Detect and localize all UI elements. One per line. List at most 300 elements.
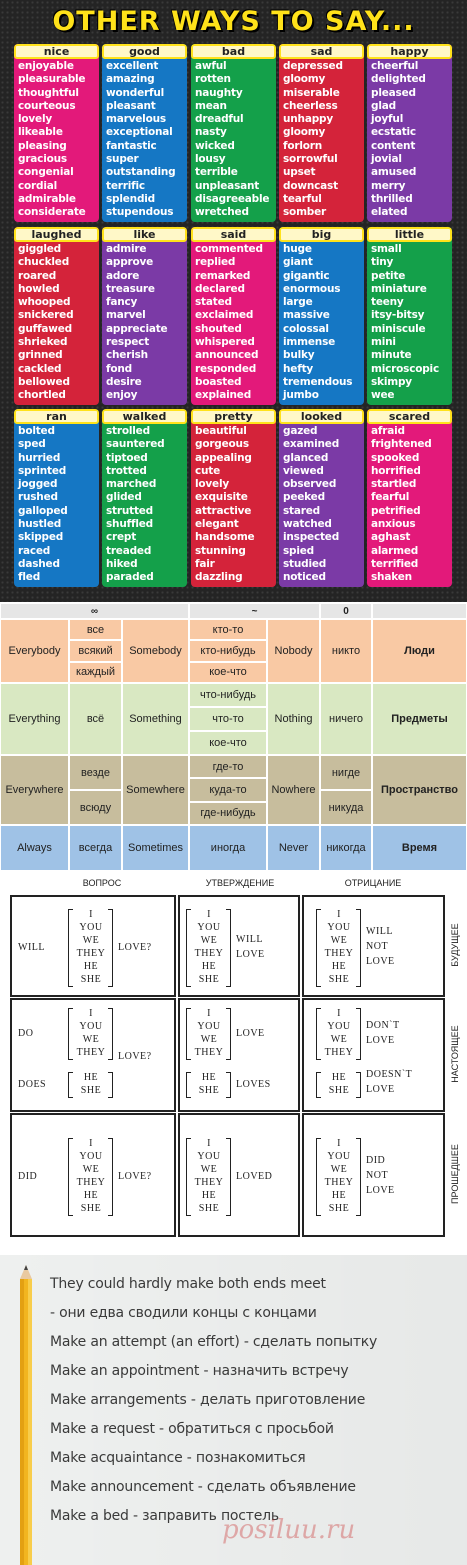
pronoun-english-some: Something <box>122 683 189 755</box>
synonym-word: rotten <box>195 73 231 86</box>
synonym-word: approve <box>106 256 154 269</box>
synonym-word: startled <box>371 478 417 491</box>
synonym-card <box>102 44 187 222</box>
synonym-word: strutted <box>106 504 153 517</box>
card-heading: nice <box>14 44 99 59</box>
synonym-word: gazed <box>283 425 318 437</box>
synonym-word: jumbo <box>283 389 319 402</box>
pronoun: I <box>207 1008 211 1019</box>
card-word-list <box>279 424 364 587</box>
synonym-word: admirable <box>18 192 76 205</box>
card-heading: bad <box>191 44 276 59</box>
synonym-word: dreadful <box>195 113 244 126</box>
pronoun-russian-some: кто-нибудь <box>189 640 267 661</box>
synonym-word: enjoy <box>106 389 138 402</box>
synonym-word: whispered <box>195 336 255 349</box>
synonym-word: glad <box>371 99 396 112</box>
synonym-card <box>279 227 364 405</box>
synonym-word: crept <box>106 531 137 544</box>
synonym-word: fled <box>18 571 41 584</box>
synonym-word: jogged <box>18 478 58 491</box>
verb-love: LOVE <box>236 1028 265 1039</box>
card-heading: ran <box>14 409 99 424</box>
synonym-word: pleasurable <box>18 73 86 86</box>
pronoun: HE <box>83 1190 99 1201</box>
synonym-word: considerate <box>18 206 86 219</box>
pronoun: I <box>337 909 341 920</box>
watermark: posiluu.ru <box>222 1515 356 1545</box>
pronoun-russian-some: кто-то <box>189 619 267 640</box>
verb-aux: DID <box>366 1155 386 1166</box>
pronoun: THEY <box>194 948 224 959</box>
card-heading: said <box>191 227 276 242</box>
card-word-list <box>191 59 276 222</box>
synonym-word: explained <box>195 389 252 402</box>
bracket <box>108 1008 113 1060</box>
bracket <box>68 909 73 987</box>
synonym-word: congenial <box>18 166 74 179</box>
bracket <box>68 1008 73 1060</box>
tense-box <box>302 998 445 1112</box>
verb-love: LOVE <box>366 1035 395 1046</box>
phrase-line: Make announcement - сделать объявление <box>50 1479 356 1495</box>
pronoun-russian-all: каждый <box>69 662 122 683</box>
synonym-word: marvelous <box>106 113 166 126</box>
pronoun-russian-all: везде <box>69 755 122 790</box>
phrase-line: Make a bed - заправить постель <box>50 1508 279 1524</box>
pronoun-russian-all: всякий <box>69 640 122 661</box>
pencil-icon <box>16 1265 36 1565</box>
synonym-word: tearful <box>283 192 322 205</box>
synonym-word: miniscule <box>371 322 426 335</box>
card-heading: good <box>102 44 187 59</box>
bracket <box>356 1072 361 1098</box>
pronoun: THEY <box>194 1047 224 1058</box>
synonym-word: chortled <box>18 389 66 402</box>
tense-side-label: НАСТОЯЩЕЕ <box>450 1025 460 1083</box>
synonym-word: raced <box>18 544 51 557</box>
card-heading: sad <box>279 44 364 59</box>
pronoun: WE <box>82 935 100 946</box>
synonym-word: disagreeable <box>195 192 270 205</box>
synonym-word: sped <box>18 438 46 451</box>
synonym-word: forlorn <box>283 139 323 152</box>
synonym-word: terrific <box>106 179 145 192</box>
pronoun: THEY <box>324 948 354 959</box>
pronoun-russian-some: где-то <box>189 755 267 778</box>
synonym-card <box>367 44 452 222</box>
synonym-word: amused <box>371 166 417 179</box>
bracket <box>316 1138 321 1216</box>
synonym-word: tiptoed <box>106 451 148 464</box>
synonym-word: wee <box>371 389 395 402</box>
synonym-word: paraded <box>106 571 154 584</box>
synonym-word: replied <box>195 256 236 269</box>
synonym-word: mean <box>195 99 227 112</box>
synonym-word: observed <box>283 478 337 491</box>
synonym-word: cackled <box>18 362 62 375</box>
synonym-word: downcast <box>283 179 338 192</box>
synonym-word: fond <box>106 362 132 375</box>
pronoun-english-some: Somewhere <box>122 755 189 825</box>
pronoun: THEY <box>324 1047 354 1058</box>
card-word-list <box>14 242 99 405</box>
pronoun-russian-none: никогда <box>320 825 372 871</box>
bracket <box>186 1008 191 1060</box>
synonym-word: cheerless <box>283 99 338 112</box>
aux-do: DO <box>18 1028 34 1039</box>
verb-loves: LOVES <box>236 1079 271 1090</box>
pronoun: HE <box>201 1190 217 1201</box>
phrase-line: Make acquaintance - познакомиться <box>50 1450 306 1466</box>
tense-box <box>10 1113 176 1237</box>
synonym-word: bellowed <box>18 375 70 388</box>
bracket <box>108 1138 113 1216</box>
synonym-word: boasted <box>195 375 242 388</box>
pronoun-russian-none: ничего <box>320 683 372 755</box>
synonym-word: skipped <box>18 531 64 544</box>
synonym-word: responded <box>195 362 257 375</box>
synonym-word: snickered <box>18 309 74 322</box>
pronoun-russian-some: кое-что <box>189 662 267 683</box>
header-none: 0 <box>320 603 372 619</box>
synonym-word: itsy-bitsy <box>371 309 425 322</box>
synonym-word: thoughtful <box>18 86 79 99</box>
synonym-word: giggled <box>18 243 61 255</box>
card-word-list <box>279 59 364 222</box>
synonym-word: inspected <box>283 531 340 544</box>
synonym-word: marvel <box>106 309 146 322</box>
synonym-word: thrilled <box>371 192 413 205</box>
bracket <box>226 1008 231 1060</box>
verb-not: NOT <box>366 941 389 952</box>
synonym-word: treaded <box>106 544 152 557</box>
synonym-word: studied <box>283 557 327 570</box>
pronoun: WE <box>200 1034 218 1045</box>
synonym-word: gorgeous <box>195 438 249 451</box>
pronoun-russian-all: всё <box>69 683 122 755</box>
category-label: Пространство <box>372 755 467 825</box>
synonym-word: shuffled <box>106 518 153 531</box>
pronoun: HE <box>83 1072 99 1083</box>
verb-aux: WILL <box>366 926 393 937</box>
pronoun: I <box>207 909 211 920</box>
bracket <box>316 909 321 987</box>
category-label: Время <box>372 825 467 871</box>
synonym-card <box>14 409 99 587</box>
synonym-card <box>102 227 187 405</box>
synonym-word: fancy <box>106 296 138 309</box>
card-word-list <box>102 424 187 587</box>
synonym-word: examined <box>283 438 340 451</box>
synonym-word: remarked <box>195 269 251 282</box>
pronoun: THEY <box>76 948 106 959</box>
synonym-word: strolled <box>106 425 150 437</box>
synonym-word: elegant <box>195 518 239 531</box>
pronoun: SHE <box>328 1085 350 1096</box>
pronoun: HE <box>83 961 99 972</box>
synonym-word: announced <box>195 349 259 362</box>
synonym-word: giant <box>283 256 313 269</box>
synonym-word: peeked <box>283 491 325 504</box>
synonym-word: declared <box>195 282 245 295</box>
card-word-list <box>367 424 452 587</box>
synonym-word: merry <box>371 179 406 192</box>
synonym-word: unpleasant <box>195 179 260 192</box>
synonym-word: exclaimed <box>195 309 254 322</box>
synonym-word: stunning <box>195 544 246 557</box>
synonym-word: bolted <box>18 425 55 437</box>
synonym-word: hefty <box>283 362 314 375</box>
pronoun: I <box>89 1138 93 1149</box>
pronoun: WE <box>82 1034 100 1045</box>
pronoun: HE <box>331 1072 347 1083</box>
phrase-line: They could hardly make both ends meet <box>50 1276 326 1292</box>
synonym-word: chuckled <box>18 256 70 269</box>
synonym-word: alarmed <box>371 544 419 557</box>
synonym-word: jovial <box>371 153 402 166</box>
synonym-word: massive <box>283 309 330 322</box>
synonym-word: cheerful <box>371 60 419 72</box>
pronoun-russian-none: нигде <box>320 755 372 790</box>
synonym-word: excellent <box>106 60 159 72</box>
synonym-word: pleased <box>371 86 416 99</box>
pronoun: HE <box>201 961 217 972</box>
synonym-word: bulky <box>283 349 315 362</box>
card-heading: scared <box>367 409 452 424</box>
card-heading: big <box>279 227 364 242</box>
synonym-word: attractive <box>195 504 252 517</box>
column-negative-label: ОТРИЦАНИЕ <box>344 878 402 888</box>
header-blank <box>372 603 467 619</box>
synonym-word: howled <box>18 282 60 295</box>
synonym-word: trotted <box>106 464 147 477</box>
synonym-word: gigantic <box>283 269 330 282</box>
synonym-word: shrieked <box>18 336 68 349</box>
verb-love-question: LOVE? <box>118 1051 152 1062</box>
synonym-word: likeable <box>18 126 63 139</box>
synonym-word: grinned <box>18 349 63 362</box>
synonym-word: watched <box>283 518 332 531</box>
synonym-word: anxious <box>371 518 416 531</box>
synonym-word: pleasing <box>18 139 67 152</box>
pronoun-russian-none: никто <box>320 619 372 683</box>
synonym-word: joyful <box>371 113 404 126</box>
bracket <box>226 909 231 987</box>
synonym-word: cherish <box>106 349 148 362</box>
verb-love-question: LOVE? <box>118 942 152 953</box>
pronoun: YOU <box>327 1151 351 1162</box>
phrase-line: - они едва сводили концы с концами <box>50 1305 317 1321</box>
pronoun: SHE <box>198 1085 220 1096</box>
pronoun: WE <box>200 935 218 946</box>
synonym-word: gloomy <box>283 126 326 139</box>
column-affirmative-label: УТВЕРЖДЕНИЕ <box>205 878 275 888</box>
synonym-word: naughty <box>195 86 243 99</box>
pronoun: WE <box>330 935 348 946</box>
column-question-label: ВОПРОС <box>82 878 122 888</box>
category-label: Люди <box>372 619 467 683</box>
pronoun-english-none: Nothing <box>267 683 320 755</box>
pronoun: THEY <box>76 1177 106 1188</box>
synonym-word: terrible <box>195 166 238 179</box>
synonym-word: petrified <box>371 504 421 517</box>
synonym-word: afraid <box>371 425 405 437</box>
synonym-word: huge <box>283 243 312 255</box>
verb-love: LOVE <box>366 1084 395 1095</box>
pronoun-english-none: Nowhere <box>267 755 320 825</box>
pronoun-russian-all: все <box>69 619 122 640</box>
bracket <box>356 909 361 987</box>
synonym-word: somber <box>283 206 327 219</box>
tense-box <box>10 895 176 997</box>
synonym-word: outstanding <box>106 166 176 179</box>
synonym-card <box>191 227 276 405</box>
pronoun: SHE <box>198 974 220 985</box>
pronoun: YOU <box>327 1021 351 1032</box>
pronoun-english-some: Sometimes <box>122 825 189 871</box>
pronoun-english-none: Nobody <box>267 619 320 683</box>
pronoun-russian-all: всюду <box>69 790 122 825</box>
synonym-word: horrified <box>371 464 421 477</box>
synonym-word: stated <box>195 296 232 309</box>
verb-loved: LOVED <box>236 1171 273 1182</box>
synonym-word: beautiful <box>195 425 247 437</box>
pronoun: HE <box>201 1072 217 1083</box>
pronoun: SHE <box>80 1085 102 1096</box>
synonym-word: appealing <box>195 451 252 464</box>
verb-doesnt: DOESN`T <box>366 1069 413 1080</box>
synonym-word: unhappy <box>283 113 333 126</box>
synonym-word: roared <box>18 269 57 282</box>
synonym-word: viewed <box>283 464 324 477</box>
pronoun: YOU <box>79 922 103 933</box>
synonym-word: glanced <box>283 451 329 464</box>
pronoun-english-all: Everybody <box>0 619 69 683</box>
synonym-word: frightened <box>371 438 432 451</box>
bracket <box>226 1072 231 1098</box>
verb-not: NOT <box>366 1170 389 1181</box>
phrase-line: Make an appointment - назначить встречу <box>50 1363 349 1379</box>
synonym-word: appreciate <box>106 322 168 335</box>
synonym-word: tremendous <box>283 375 353 388</box>
synonym-word: adore <box>106 269 140 282</box>
card-word-list <box>102 59 187 222</box>
synonym-word: rushed <box>18 491 58 504</box>
pronoun: YOU <box>79 1021 103 1032</box>
synonym-word: petite <box>371 269 406 282</box>
tense-grid <box>0 873 467 1251</box>
card-word-list <box>191 242 276 405</box>
synonym-word: wicked <box>195 139 235 152</box>
bracket <box>186 909 191 987</box>
synonym-word: microscopic <box>371 362 439 375</box>
verb-love: LOVE <box>366 956 395 967</box>
pronoun: I <box>337 1008 341 1019</box>
synonym-word: wretched <box>195 206 249 219</box>
synonym-word: minute <box>371 349 412 362</box>
verb-love: LOVE <box>366 1185 395 1196</box>
header-all: ∞ <box>0 603 189 619</box>
synonym-card <box>279 44 364 222</box>
synonym-word: lovely <box>18 113 53 126</box>
synonym-word: dashed <box>18 557 60 570</box>
synonym-word: enormous <box>283 282 341 295</box>
bracket <box>226 1138 231 1216</box>
pronoun: SHE <box>198 1203 220 1214</box>
bracket <box>316 1008 321 1060</box>
synonym-word: miserable <box>283 86 340 99</box>
synonym-word: depressed <box>283 60 343 72</box>
synonym-word: splendid <box>106 192 155 205</box>
bracket <box>356 1138 361 1216</box>
synonym-word: immense <box>283 336 336 349</box>
tense-box <box>178 1113 300 1237</box>
category-label: Предметы <box>372 683 467 755</box>
bracket <box>108 1072 113 1098</box>
synonym-word: respect <box>106 336 150 349</box>
tense-side-label: БУДУЩЕЕ <box>450 923 460 967</box>
card-word-list <box>102 242 187 405</box>
synonym-word: handsome <box>195 531 255 544</box>
pronoun: WE <box>330 1034 348 1045</box>
bracket <box>186 1072 191 1098</box>
synonym-word: skimpy <box>371 375 412 388</box>
card-heading: happy <box>367 44 452 59</box>
synonym-word: dazzling <box>195 571 243 584</box>
pronoun: SHE <box>80 974 102 985</box>
pronoun-russian-all: всегда <box>69 825 122 871</box>
synonym-word: stupendous <box>106 206 174 219</box>
aux-did: DID <box>18 1171 38 1182</box>
synonym-word: large <box>283 296 313 309</box>
bracket <box>68 1072 73 1098</box>
synonym-word: fair <box>195 557 215 570</box>
synonym-word: small <box>371 243 402 255</box>
tense-box <box>302 1113 445 1237</box>
synonym-word: spied <box>283 544 315 557</box>
pronoun: WE <box>330 1164 348 1175</box>
phrase-line: Make a request - обратиться с просьбой <box>50 1421 334 1437</box>
card-word-list <box>14 59 99 222</box>
synonym-word: courteous <box>18 99 76 112</box>
synonym-word: elated <box>371 206 408 219</box>
synonym-word: delighted <box>371 73 426 86</box>
synonym-card <box>14 227 99 405</box>
synonym-word: guffawed <box>18 322 72 335</box>
card-heading: like <box>102 227 187 242</box>
synonym-word: lovely <box>195 478 230 491</box>
aux-does: DOES <box>18 1079 47 1090</box>
bracket <box>68 1138 73 1216</box>
synonym-word: cute <box>195 464 221 477</box>
phrase-line: Make arrangements - делать приготовление <box>50 1392 366 1408</box>
synonym-word: wonderful <box>106 86 165 99</box>
synonym-word: sorrowful <box>283 153 338 166</box>
tense-box <box>178 895 300 997</box>
pronoun: HE <box>331 1190 347 1201</box>
card-word-list <box>279 242 364 405</box>
pronoun: THEY <box>76 1047 106 1058</box>
synonym-word: commented <box>195 243 263 255</box>
synonym-word: awful <box>195 60 227 72</box>
synonym-word: gracious <box>18 153 67 166</box>
pronoun-russian-some: что-нибудь <box>189 683 267 707</box>
card-heading: laughed <box>14 227 99 242</box>
synonym-word: treasure <box>106 282 155 295</box>
card-word-list <box>14 424 99 587</box>
synonym-word: glided <box>106 491 142 504</box>
